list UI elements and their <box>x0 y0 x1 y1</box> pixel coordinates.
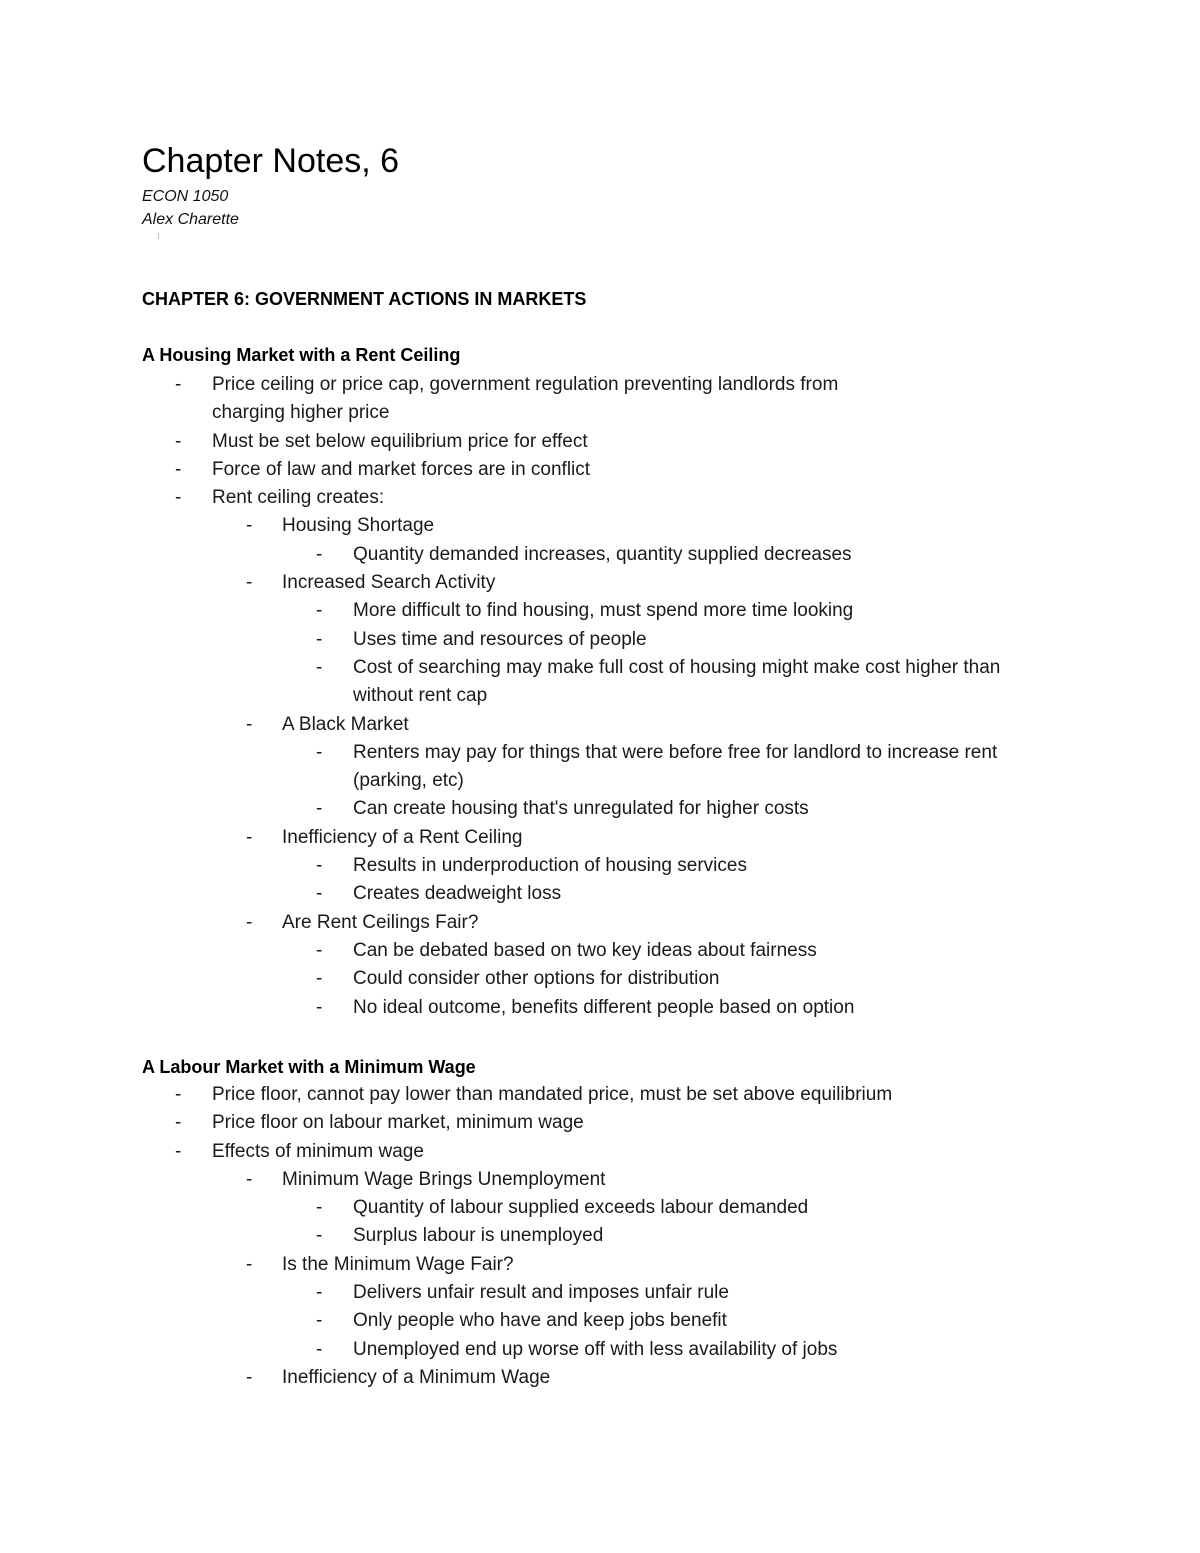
list-item-text: Price ceiling or price cap, government regulation preventing landlords from charging higher price <box>212 374 839 424</box>
bullet-dash: - <box>316 968 323 990</box>
bullet-dash: - <box>175 487 182 509</box>
list-item <box>142 824 1062 852</box>
list-item-text: Results in underproduction of housing services <box>353 855 747 877</box>
list-item <box>142 484 1062 512</box>
list-item-text: Minimum Wage Brings Unemployment <box>282 1168 606 1190</box>
list-item-text: No ideal outcome, benefits different people based on option <box>353 996 855 1018</box>
list-item <box>142 1364 1062 1392</box>
list-item-text: Price floor, cannot pay lower than mandated price, must be set above equilibrium <box>212 1084 893 1105</box>
list-item <box>142 1109 1062 1137</box>
list-item-text: Creates deadweight loss <box>353 883 562 905</box>
list-item-text: Could consider other options for distribution <box>353 968 720 990</box>
bullet-dash: - <box>246 572 253 594</box>
list-item <box>142 626 1062 654</box>
bullet-dash: - <box>316 1225 323 1247</box>
list-item <box>142 711 1062 739</box>
document-title: Chapter Notes, 6 <box>142 142 400 180</box>
list-item <box>142 909 1062 937</box>
list-item-text: Housing Shortage <box>282 515 435 537</box>
list-item-text: Inefficiency of a Minimum Wage <box>282 1366 551 1388</box>
list-item-text: Are Rent Ceilings Fair? <box>282 911 479 933</box>
bullet-dash: - <box>246 826 253 848</box>
housing-notes-list <box>142 371 1062 1022</box>
list-item <box>142 937 1062 965</box>
bullet-dash: - <box>316 855 323 877</box>
bullet-dash: - <box>316 883 323 905</box>
list-item-text: Uses time and resources of people <box>353 628 647 650</box>
list-item-text: Only people who have and keep jobs benefit <box>353 1310 727 1332</box>
bullet-dash: - <box>246 911 253 933</box>
bullet-dash: - <box>316 628 323 650</box>
bullet-dash: - <box>175 458 182 480</box>
bullet-dash: - <box>246 1168 253 1190</box>
bullet-dash: - <box>316 543 323 565</box>
list-item <box>142 541 1062 569</box>
list-item <box>142 1138 1062 1166</box>
bullet-dash: - <box>175 1140 182 1162</box>
list-item-text: Price floor on labour market, minimum wage <box>212 1112 584 1134</box>
list-item <box>142 1166 1062 1194</box>
list-item <box>142 1194 1062 1222</box>
list-item-text: Can be debated based on two key ideas about fairness <box>353 939 817 961</box>
list-item-text: Quantity demanded increases, quantity supplied decreases <box>353 543 852 565</box>
list-item <box>142 1081 1062 1109</box>
list-item <box>142 428 1062 456</box>
bullet-dash: - <box>316 656 323 678</box>
list-item-text: More difficult to find housing, must spend more time looking <box>353 600 854 622</box>
bullet-dash: - <box>316 600 323 622</box>
labour-notes-list <box>142 1081 1062 1392</box>
list-item <box>142 456 1062 484</box>
list-item <box>142 1307 1062 1335</box>
list-item-text: Force of law and market forces are in conflict <box>212 458 591 480</box>
chapter-heading: CHAPTER 6: GOVERNMENT ACTIONS IN MARKETS <box>142 289 587 309</box>
list-item <box>142 1336 1062 1364</box>
bullet-dash: - <box>316 996 323 1018</box>
list-item-text: Inefficiency of a Rent Ceiling <box>282 826 523 848</box>
bullet-dash: - <box>316 1310 323 1332</box>
bullet-dash: - <box>246 713 253 735</box>
list-item <box>142 1251 1062 1279</box>
stray-mark <box>158 233 159 239</box>
list-item <box>142 597 1062 625</box>
list-item <box>142 852 1062 880</box>
list-item-text: Quantity of labour supplied exceeds labour demanded <box>353 1197 809 1219</box>
list-item <box>142 371 1062 428</box>
list-item-text: Can create housing that's unregulated for higher costs <box>353 798 809 820</box>
bullet-dash: - <box>316 1338 323 1360</box>
list-item <box>142 965 1062 993</box>
bullet-dash: - <box>246 1253 253 1275</box>
list-item <box>142 512 1062 540</box>
bullet-dash: - <box>316 1197 323 1219</box>
bullet-dash: - <box>316 798 323 820</box>
list-item <box>142 880 1062 908</box>
list-item-text: Effects of minimum wage <box>212 1140 424 1162</box>
bullet-dash: - <box>175 374 182 395</box>
bullet-dash: - <box>316 1282 323 1304</box>
list-item-text: Rent ceiling creates: <box>212 487 385 509</box>
section-heading-housing: A Housing Market with a Rent Ceiling <box>142 345 461 365</box>
list-item-text: Is the Minimum Wage Fair? <box>282 1253 514 1275</box>
list-item <box>142 654 1062 711</box>
bullet-dash: - <box>175 1112 182 1134</box>
list-item-text: Must be set below equilibrium price for effect <box>212 430 588 452</box>
bullet-dash: - <box>246 515 253 537</box>
course-code: ECON 1050 <box>142 188 229 205</box>
list-item-text: Increased Search Activity <box>282 572 496 594</box>
bullet-dash: - <box>175 1084 182 1105</box>
bullet-dash: - <box>246 1366 253 1388</box>
list-item-text: Surplus labour is unemployed <box>353 1225 604 1247</box>
list-item <box>142 1279 1062 1307</box>
bullet-dash: - <box>175 430 182 452</box>
bullet-dash: - <box>316 939 323 961</box>
list-item-text: Unemployed end up worse off with less availability of jobs <box>353 1338 838 1360</box>
list-item-text: Cost of searching may make full cost of housing might make cost higher than without rent cap <box>353 656 1001 707</box>
list-item <box>142 994 1062 1022</box>
list-item <box>142 739 1062 796</box>
list-item-text: A Black Market <box>282 713 409 735</box>
list-item-text: Renters may pay for things that were before free for landlord to increase rent (parking, etc) <box>353 741 998 792</box>
list-item <box>142 569 1062 597</box>
bullet-dash: - <box>316 741 323 763</box>
list-item <box>142 795 1062 823</box>
list-item-text: Delivers unfair result and imposes unfair rule <box>353 1282 729 1304</box>
author-name: Alex Charette <box>142 211 239 228</box>
section-heading-labour: A Labour Market with a Minimum Wage <box>142 1057 476 1077</box>
list-item <box>142 1222 1062 1250</box>
